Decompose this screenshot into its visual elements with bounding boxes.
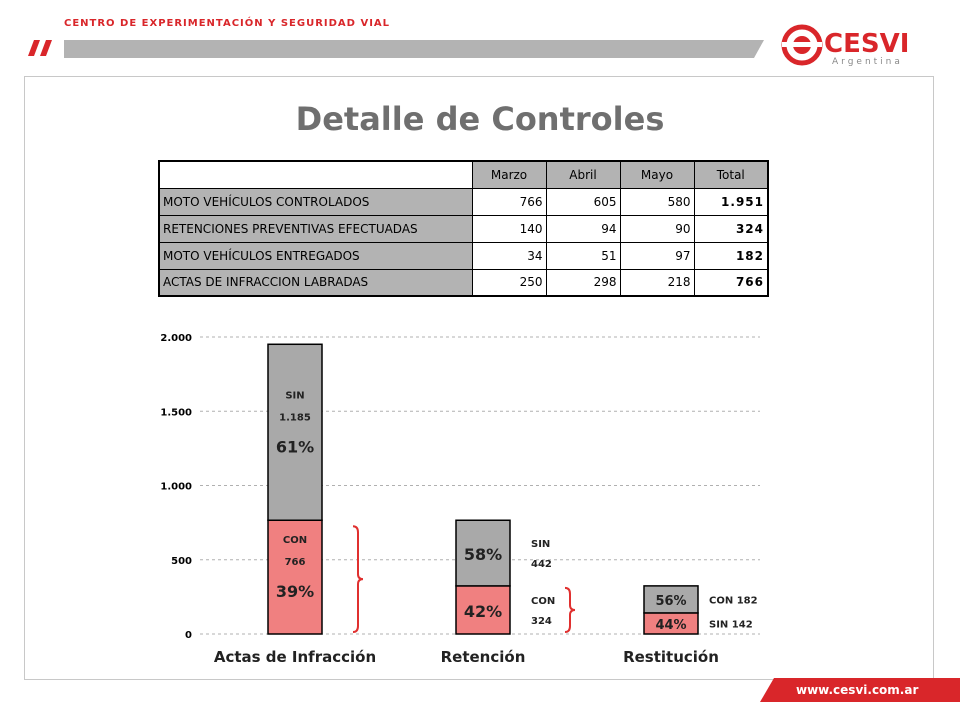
category-label: Retención	[440, 648, 526, 666]
logo-sub-text: Argentina	[832, 57, 903, 67]
y-tick-label: 2.000	[160, 333, 192, 344]
segment-percent-label: 61%	[275, 437, 315, 457]
row-label: RETENCIONES PREVENTIVAS EFECTUADAS	[159, 215, 472, 242]
side-value-label: 442	[531, 559, 552, 571]
footer-url: www.cesvi.com.ar	[796, 683, 919, 697]
side-label: SIN	[531, 539, 551, 551]
logo-main-text: CESVI	[824, 29, 910, 59]
segment-percent-label: 44%	[655, 617, 687, 633]
side-label: SIN 142	[709, 619, 753, 631]
footer-bar	[760, 678, 960, 702]
brace	[353, 526, 363, 632]
bar-segment	[268, 344, 322, 520]
cell-value: 140	[472, 215, 546, 242]
y-tick-label: 1.000	[160, 481, 192, 493]
side-value-label: 324	[531, 615, 552, 627]
segment-value-label: 766	[284, 557, 306, 569]
segment-percent-label: 42%	[463, 601, 503, 621]
y-tick-label: 500	[171, 555, 192, 567]
row-label: ACTAS DE INFRACCION LABRADAS	[159, 269, 472, 296]
cell-value: 250	[472, 269, 546, 296]
segment-percent-label: 39%	[275, 582, 315, 602]
cell-total: 182	[694, 242, 768, 269]
col-header-marzo: Marzo	[472, 161, 546, 188]
row-label: MOTO VEHÍCULOS CONTROLADOS	[159, 188, 472, 215]
col-header-total: Total	[694, 161, 768, 188]
cell-value: 51	[546, 242, 620, 269]
cell-value: 34	[472, 242, 546, 269]
segment-label: SIN	[285, 390, 305, 402]
category-label: Restitución	[623, 648, 719, 666]
cell-value: 580	[620, 188, 694, 215]
col-header-mayo: Mayo	[620, 161, 694, 188]
side-label: CON	[531, 595, 556, 607]
cell-value: 298	[546, 269, 620, 296]
col-header-abril: Abril	[546, 161, 620, 188]
cell-value: 94	[546, 215, 620, 242]
cell-value: 605	[546, 188, 620, 215]
y-tick-label: 0	[185, 630, 192, 641]
segment-value-label: 1.185	[279, 412, 311, 424]
cell-total: 766	[694, 269, 768, 296]
cell-value: 90	[620, 215, 694, 242]
cell-value: 766	[472, 188, 546, 215]
brace	[565, 588, 575, 632]
cell-total: 324	[694, 215, 768, 242]
segment-label: CON	[282, 535, 308, 547]
side-label: CON 182	[709, 595, 758, 607]
cell-value: 97	[620, 242, 694, 269]
y-tick-label: 1.500	[160, 407, 192, 419]
category-label: Actas de Infracción	[213, 648, 377, 666]
segment-percent-label: 58%	[463, 545, 503, 565]
row-label: MOTO VEHÍCULOS ENTREGADOS	[159, 242, 472, 269]
page-title: Detalle de Controles	[295, 100, 665, 138]
cell-total: 1.951	[694, 188, 768, 215]
segment-percent-label: 56%	[655, 593, 687, 609]
cell-value: 218	[620, 269, 694, 296]
org-name: CENTRO DE EXPERIMENTACIÓN Y SEGURIDAD VIAL	[64, 18, 391, 29]
